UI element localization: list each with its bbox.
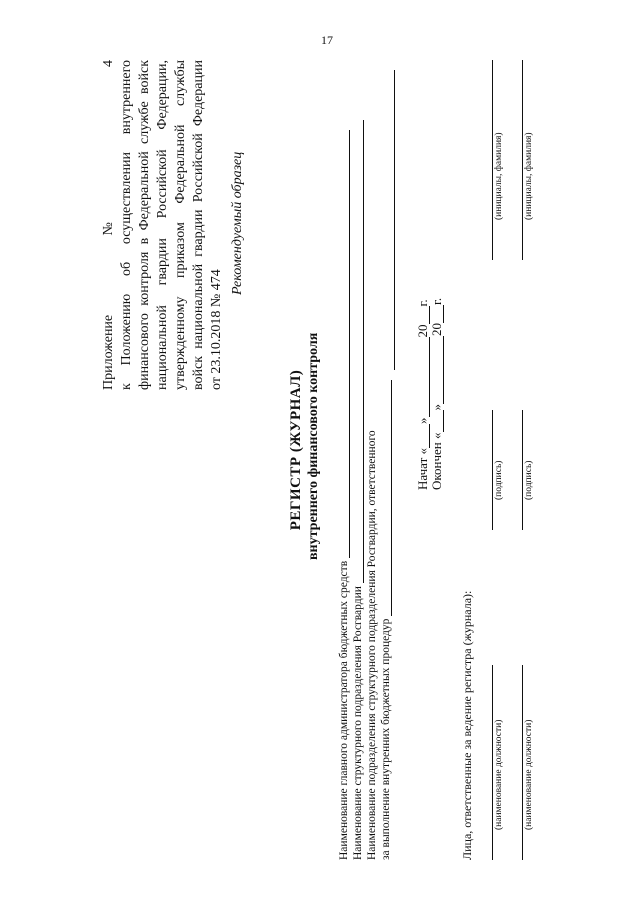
signature-caption-1: (подпись) bbox=[494, 460, 504, 500]
appendix-line: финансового контроля в Федеральной службе войск bbox=[137, 60, 152, 390]
document-body bbox=[60, 60, 580, 860]
end-date bbox=[430, 298, 444, 490]
page-number: 17 bbox=[321, 33, 333, 47]
continuation-line[interactable] bbox=[394, 70, 395, 370]
start-year-suffix: г. bbox=[415, 299, 430, 307]
position-caption-2: (наименование должности) bbox=[524, 719, 534, 830]
name-line-2[interactable] bbox=[522, 60, 523, 260]
signature-caption-2: (подпись) bbox=[524, 460, 534, 500]
structural-field-label: Наименование структурного подразделения Росгвардии bbox=[352, 586, 364, 860]
admin-field-label: Наименование главного администратора бюджетных средств bbox=[338, 560, 350, 860]
end-date-quote: » bbox=[429, 403, 444, 411]
responsible-field bbox=[364, 374, 378, 860]
start-date-quote: » bbox=[415, 417, 430, 424]
signature-line-1[interactable] bbox=[492, 410, 493, 530]
appendix-line: Приложение № 4 bbox=[101, 60, 116, 390]
appendix-line: национальной гвардии Российской Федерации, bbox=[155, 60, 170, 390]
position-line-1[interactable] bbox=[492, 665, 493, 860]
responsible-field-label: Наименование подразделения структурного подразделения Росгвардии, ответственного bbox=[366, 430, 378, 860]
register-title: РЕГИСТР (ЖУРНАЛ) bbox=[288, 369, 304, 531]
start-date bbox=[416, 298, 430, 490]
end-date-label: Окончен « bbox=[429, 432, 444, 490]
admin-field-line[interactable] bbox=[338, 130, 350, 558]
position-line-2[interactable] bbox=[522, 665, 523, 860]
position-caption-1: (наименование должности) bbox=[494, 719, 504, 830]
signature-line-2[interactable] bbox=[522, 410, 523, 530]
sample-label: Рекомендуемый образец bbox=[230, 151, 245, 295]
appendix-block bbox=[100, 60, 226, 390]
appendix-line: от 23.10.2018 № 474 bbox=[209, 269, 224, 390]
start-date-label: Начат « bbox=[415, 447, 430, 490]
procedures-field-label: за выполнение внутренних бюджетных процедур bbox=[380, 618, 392, 860]
admin-field bbox=[336, 130, 350, 860]
responsible-persons-label: Лица, ответственные за ведение регистра (журнала): bbox=[460, 590, 474, 860]
end-year-prefix: 20 bbox=[429, 322, 444, 336]
appendix-line: к Положению об осуществлении внутреннего bbox=[119, 60, 134, 390]
name-line-1[interactable] bbox=[492, 60, 493, 260]
name-caption-2: (инициалы, фамилия) bbox=[524, 132, 534, 220]
register-subtitle: внутреннего финансового контроля bbox=[306, 332, 321, 560]
end-year-suffix: г. bbox=[429, 297, 444, 305]
appendix-line: утвержденному приказом Федеральной службы bbox=[173, 60, 188, 390]
appendix-line: войск национальной гвардии Российской Федерации bbox=[191, 60, 206, 390]
end-month-field[interactable] bbox=[432, 336, 444, 404]
start-year-prefix: 20 bbox=[415, 324, 430, 338]
start-year-field[interactable] bbox=[418, 306, 430, 324]
structural-field bbox=[350, 120, 364, 860]
structural-field-line[interactable] bbox=[352, 120, 364, 583]
procedures-field bbox=[378, 380, 392, 860]
procedures-field-line[interactable] bbox=[380, 380, 392, 616]
name-caption-1: (инициалы, фамилия) bbox=[494, 132, 504, 220]
end-day-field[interactable] bbox=[432, 410, 444, 432]
end-year-field[interactable] bbox=[432, 305, 444, 323]
dates-block bbox=[416, 298, 444, 490]
